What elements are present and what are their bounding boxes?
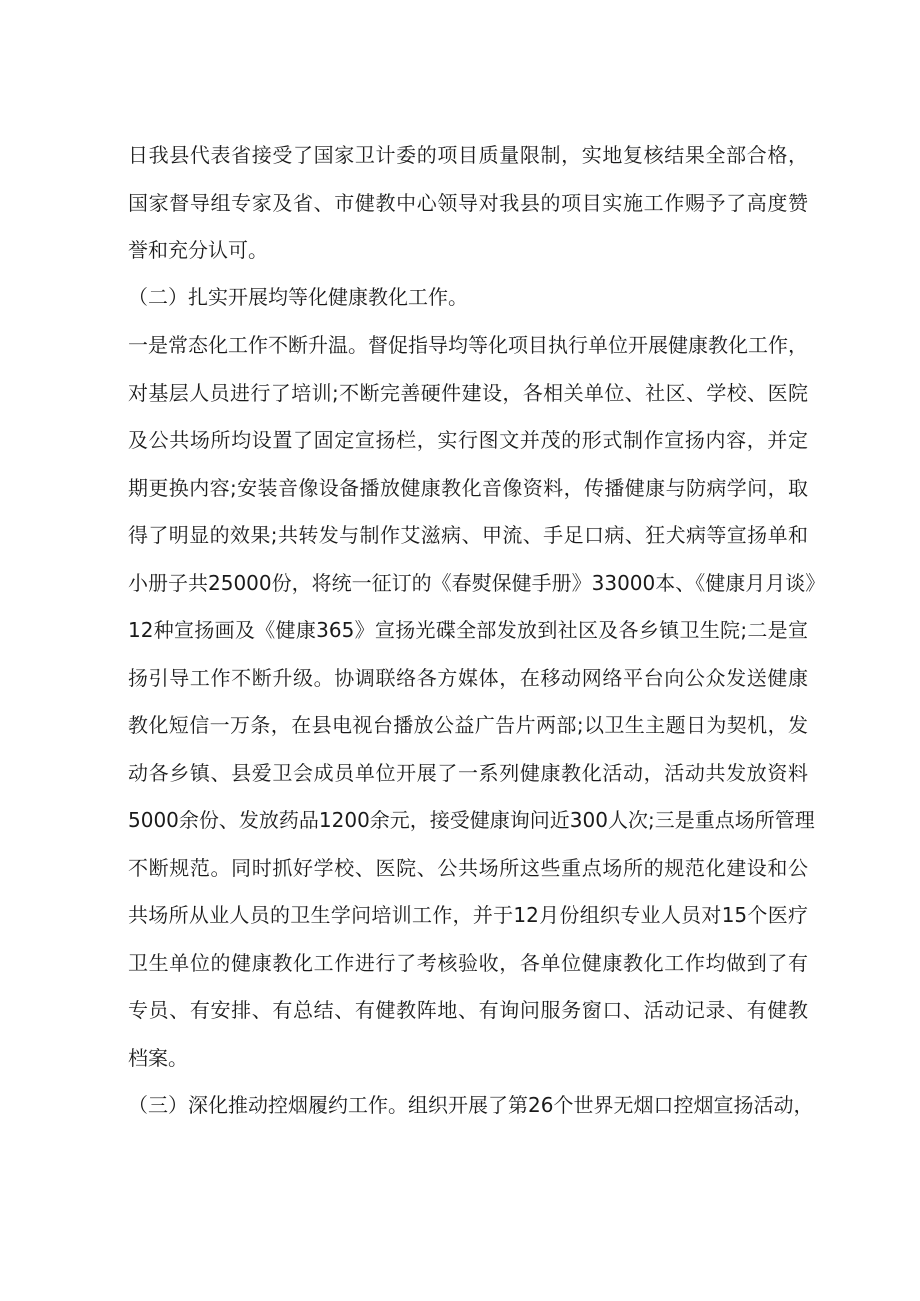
body-text-line: 扬引导工作不断升级。协调联络各方媒体，在移动网络平台向公众发送健康 xyxy=(128,666,808,690)
body-text-line: 及公共场所均设置了固定宣扬栏，实行图文并茂的形式制作宣扬内容，并定 xyxy=(128,428,808,452)
body-text-line: 得了明显的效果;共转发与制作艾滋病、甲流、手足口病、狂犬病等宣扬单和 xyxy=(128,523,808,547)
body-text-line: 一是常态化工作不断升温。督促指导均等化项目执行单位开展健康教化工作， xyxy=(128,333,808,357)
section-heading: （三）深化推动控烟履约工作。组织开展了第26个世界无烟口控烟宣扬活动， xyxy=(128,1093,814,1117)
body-text-line: 共场所从业人员的卫生学问培训工作，并于12月份组织专业人员对15个医疗 xyxy=(128,903,808,927)
body-text-line: 期更换内容;安装音像设备播放健康教化音像资料，传播健康与防病学问，取 xyxy=(128,476,808,500)
body-text-line: 动各乡镇、县爱卫会成员单位开展了一系列健康教化活动，活动共发放资料 xyxy=(128,761,808,785)
body-text-line: 专员、有安排、有总结、有健教阵地、有询问服务窗口、活动记录、有健教 xyxy=(128,998,808,1022)
body-text-line: 12种宣扬画及《健康365》宣扬光碟全部发放到社区及各乡镇卫生院;二是宣 xyxy=(128,618,808,642)
body-text-line: 对基层人员进行了培训;不断完善硬件建设，各相关单位、社区、学校、医院 xyxy=(128,381,808,405)
body-text-line: 5000余份、发放药品1200余元，接受健康询问近300人次;三是重点场所管理 xyxy=(128,808,815,832)
body-text-line: 教化短信一万条，在县电视台播放公益广告片两部;以卫生主题日为契机，发 xyxy=(128,713,808,737)
body-text-line: 小册子共25000份，将统一征订的《春熨保健手册》33000本、《健康月月谈》 xyxy=(128,571,826,595)
body-text-line: 日我县代表省接受了国家卫计委的项目质量限制，实地复核结果全部合格， xyxy=(128,143,808,167)
section-heading: （二）扎实开展均等化健康教化工作。 xyxy=(128,285,468,309)
body-text-line: 国家督导组专家及省、市健教中心领导对我县的项目实施工作赐予了高度赞 xyxy=(128,191,808,215)
body-text-line: 誉和充分认可。 xyxy=(128,238,268,262)
body-text-line: 卫生单位的健康教化工作进行了考核验收，各单位健康教化工作均做到了有 xyxy=(128,951,808,975)
body-text-line: 档案。 xyxy=(128,1046,188,1070)
body-text-line: 不断规范。同时抓好学校、医院、公共场所这些重点场所的规范化建设和公 xyxy=(128,856,808,880)
